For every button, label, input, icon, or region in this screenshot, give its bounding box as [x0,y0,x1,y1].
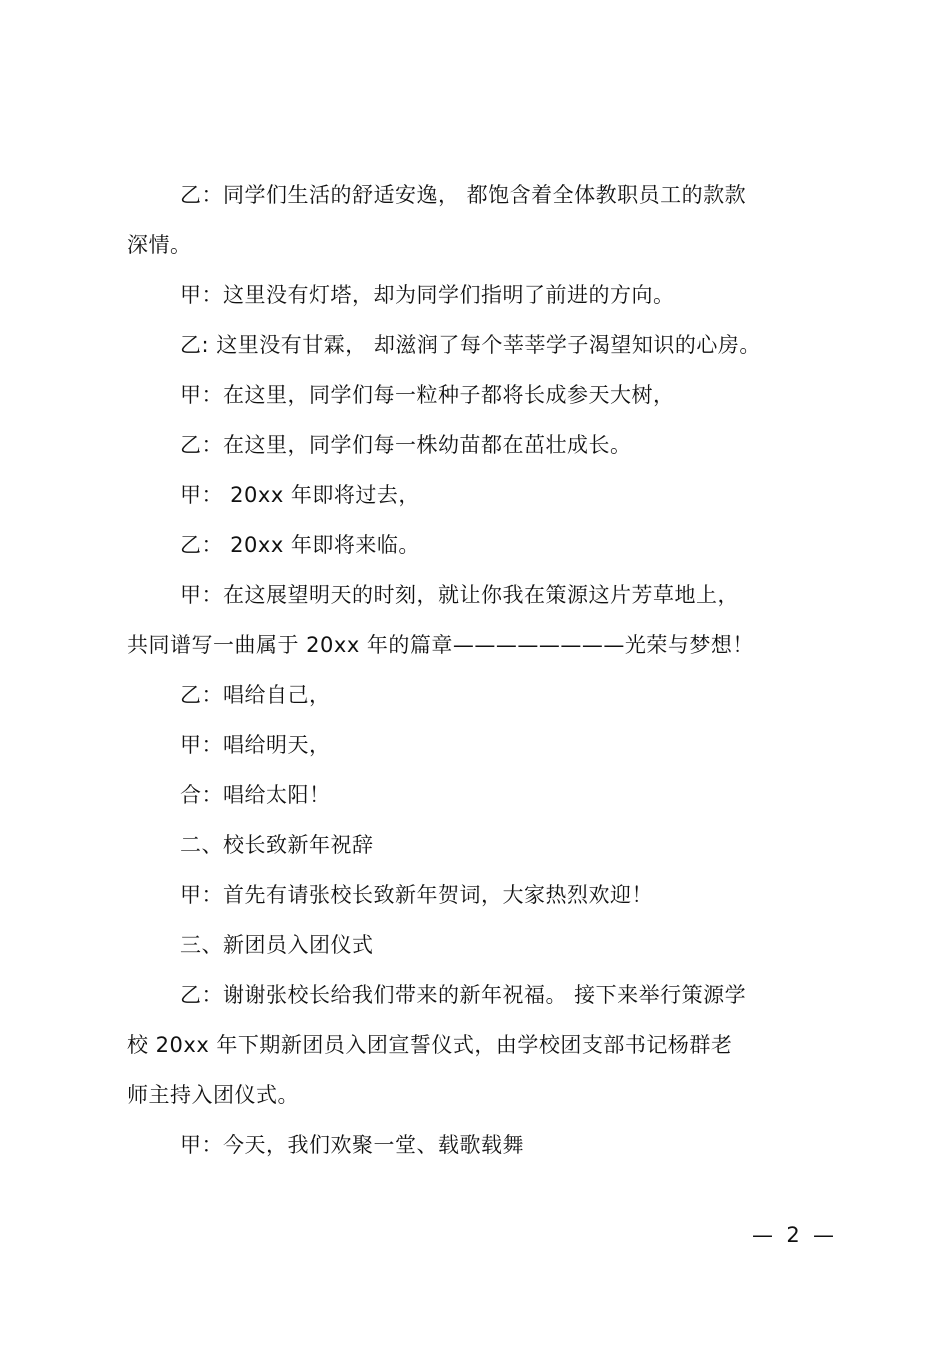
text-line: 深情。 [127,233,192,257]
text-line: 共同谱写一曲属于 20xx 年的篇章————————光荣与梦想！ [127,633,754,657]
section-heading: 二、校长致新年祝辞 [180,833,374,857]
text-line: 合：唱给太阳！ [180,783,331,807]
text-line: 校 20xx 年下期新团员入团宣誓仪式，由学校团支部书记杨群老 [127,1033,733,1057]
text-line: 乙：同学们生活的舒适安逸， 都饱含着全体教职员工的款款 [180,183,747,207]
text-line: 甲：这里没有灯塔，却为同学们指明了前进的方向。 [180,283,675,307]
text-line: 甲：唱给明天， [180,733,331,757]
page-number: — 2 — [752,1223,835,1247]
text-line: 乙：唱给自己， [180,683,331,707]
text-line: 甲：今天，我们欢聚一堂、载歌载舞 [180,1133,524,1157]
text-line: 乙：谢谢张校长给我们带来的新年祝福。 接下来举行策源学 [180,983,747,1007]
section-heading: 三、新团员入团仪式 [180,933,374,957]
text-line: 甲：在这里，同学们每一粒种子都将长成参天大树， [180,383,675,407]
text-line: 甲：在这展望明天的时刻，就让你我在策源这片芳草地上， [180,583,739,607]
text-line: 甲：首先有请张校长致新年贺词，大家热烈欢迎！ [180,883,653,907]
text-line: 乙： 20xx 年即将来临。 [180,533,420,557]
text-line: 乙: 这里没有甘霖， 却滋润了每个莘莘学子渴望知识的心房。 [180,333,761,357]
text-line: 师主持入团仪式。 [127,1083,299,1107]
text-line: 乙：在这里，同学们每一株幼苗都在茁壮成长。 [180,433,632,457]
text-line: 甲： 20xx 年即将过去， [180,483,420,507]
